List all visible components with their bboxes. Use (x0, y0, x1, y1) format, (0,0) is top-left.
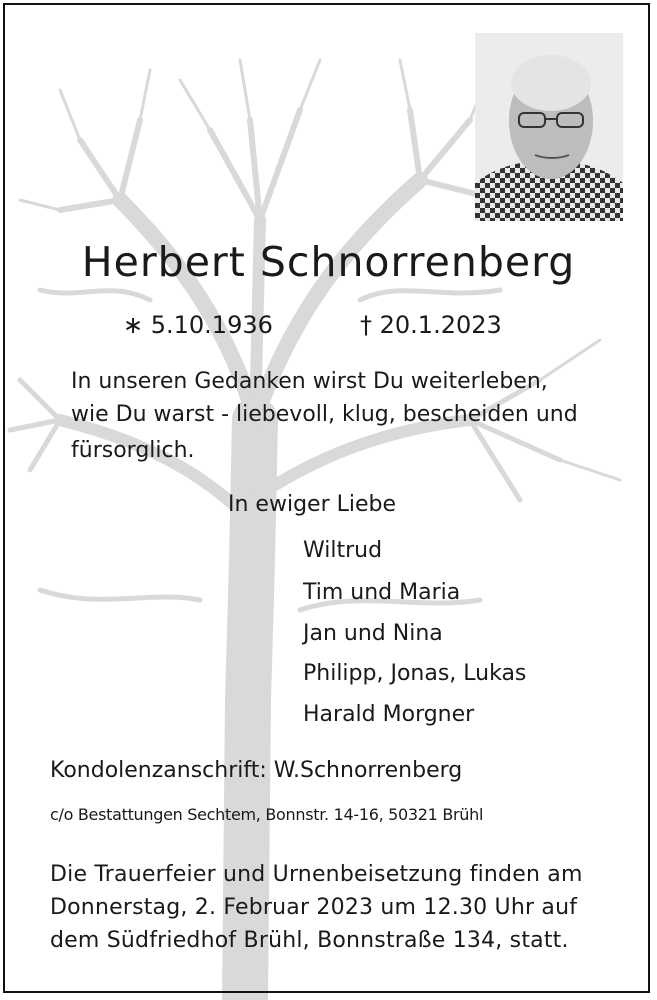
quote-line: fürsorglich. (71, 438, 195, 463)
portrait-photo (475, 33, 623, 221)
family-member: Jan und Nina (303, 621, 443, 646)
quote-line: wie Du warst - liebevoll, klug, bescheiden und (71, 402, 578, 427)
family-member: Philipp, Jonas, Lukas (303, 661, 527, 686)
ceremony-line: Die Trauerfeier und Urnenbeisetzung finden am (50, 862, 583, 887)
family-member: Tim und Maria (303, 580, 461, 605)
quote-line: In unseren Gedanken wirst Du weiterleben, (71, 369, 548, 394)
condolence-label: Kondolenzanschrift: W.Schnorrenberg (50, 758, 463, 783)
birth-date: ∗ 5.10.1936 (123, 311, 273, 339)
ceremony-line: Donnerstag, 2. Februar 2023 um 12.30 Uhr auf (50, 895, 578, 920)
family-member: Wiltrud (303, 538, 383, 563)
in-love-heading: In ewiger Liebe (228, 492, 397, 517)
family-member: Harald Morgner (303, 702, 475, 727)
ceremony-line: dem Südfriedhof Brühl, Bonnstraße 134, statt. (50, 928, 569, 953)
death-date: † 20.1.2023 (360, 311, 502, 339)
deceased-name: Herbert Schnorrenberg (81, 238, 576, 286)
condolence-address: c/o Bestattungen Sechtem, Bonnstr. 14-16, 50321 Brühl (50, 805, 484, 824)
